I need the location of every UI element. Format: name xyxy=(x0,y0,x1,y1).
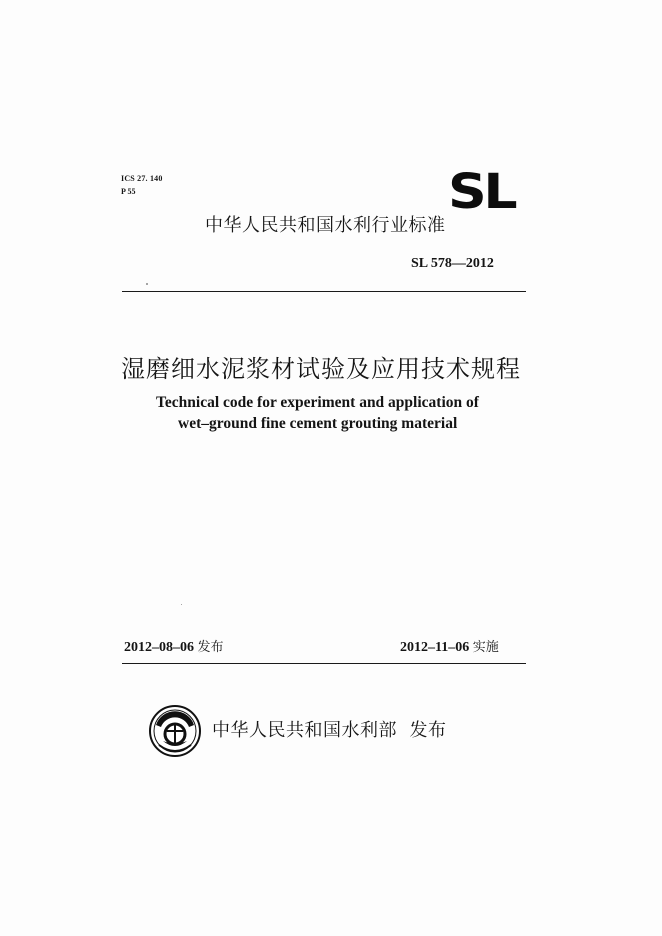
title-chinese: 湿磨细水泥浆材试验及应用技术规程 xyxy=(121,355,521,383)
standard-type: 中华人民共和国水利行业标准 xyxy=(205,215,446,236)
title-english-line1: Technical code for experiment and application of xyxy=(156,394,479,411)
standard-number: SL 578—2012 xyxy=(411,256,494,271)
implement-label: 实施 xyxy=(472,640,499,655)
publisher-action: 发布 xyxy=(409,720,447,741)
top-divider xyxy=(122,291,526,292)
scan-speck xyxy=(181,604,182,605)
implement-date-line xyxy=(400,638,499,658)
title-english-line2: wet–ground fine cement grouting material xyxy=(178,415,458,432)
issue-date: 2012–08–06 xyxy=(124,640,194,655)
classification-code: P 55 xyxy=(121,187,136,196)
ministry-seal-icon xyxy=(149,705,201,757)
scan-speck xyxy=(146,283,148,285)
publisher-name: 中华人民共和国水利部 xyxy=(212,720,397,741)
implement-date: 2012–11–06 xyxy=(400,640,470,655)
sl-logo: SL xyxy=(448,164,515,220)
issue-date-line xyxy=(124,638,224,658)
bottom-divider xyxy=(122,663,526,664)
ics-code: ICS 27. 140 xyxy=(121,174,163,183)
issue-label: 发布 xyxy=(197,640,224,655)
publisher-line xyxy=(212,719,446,743)
